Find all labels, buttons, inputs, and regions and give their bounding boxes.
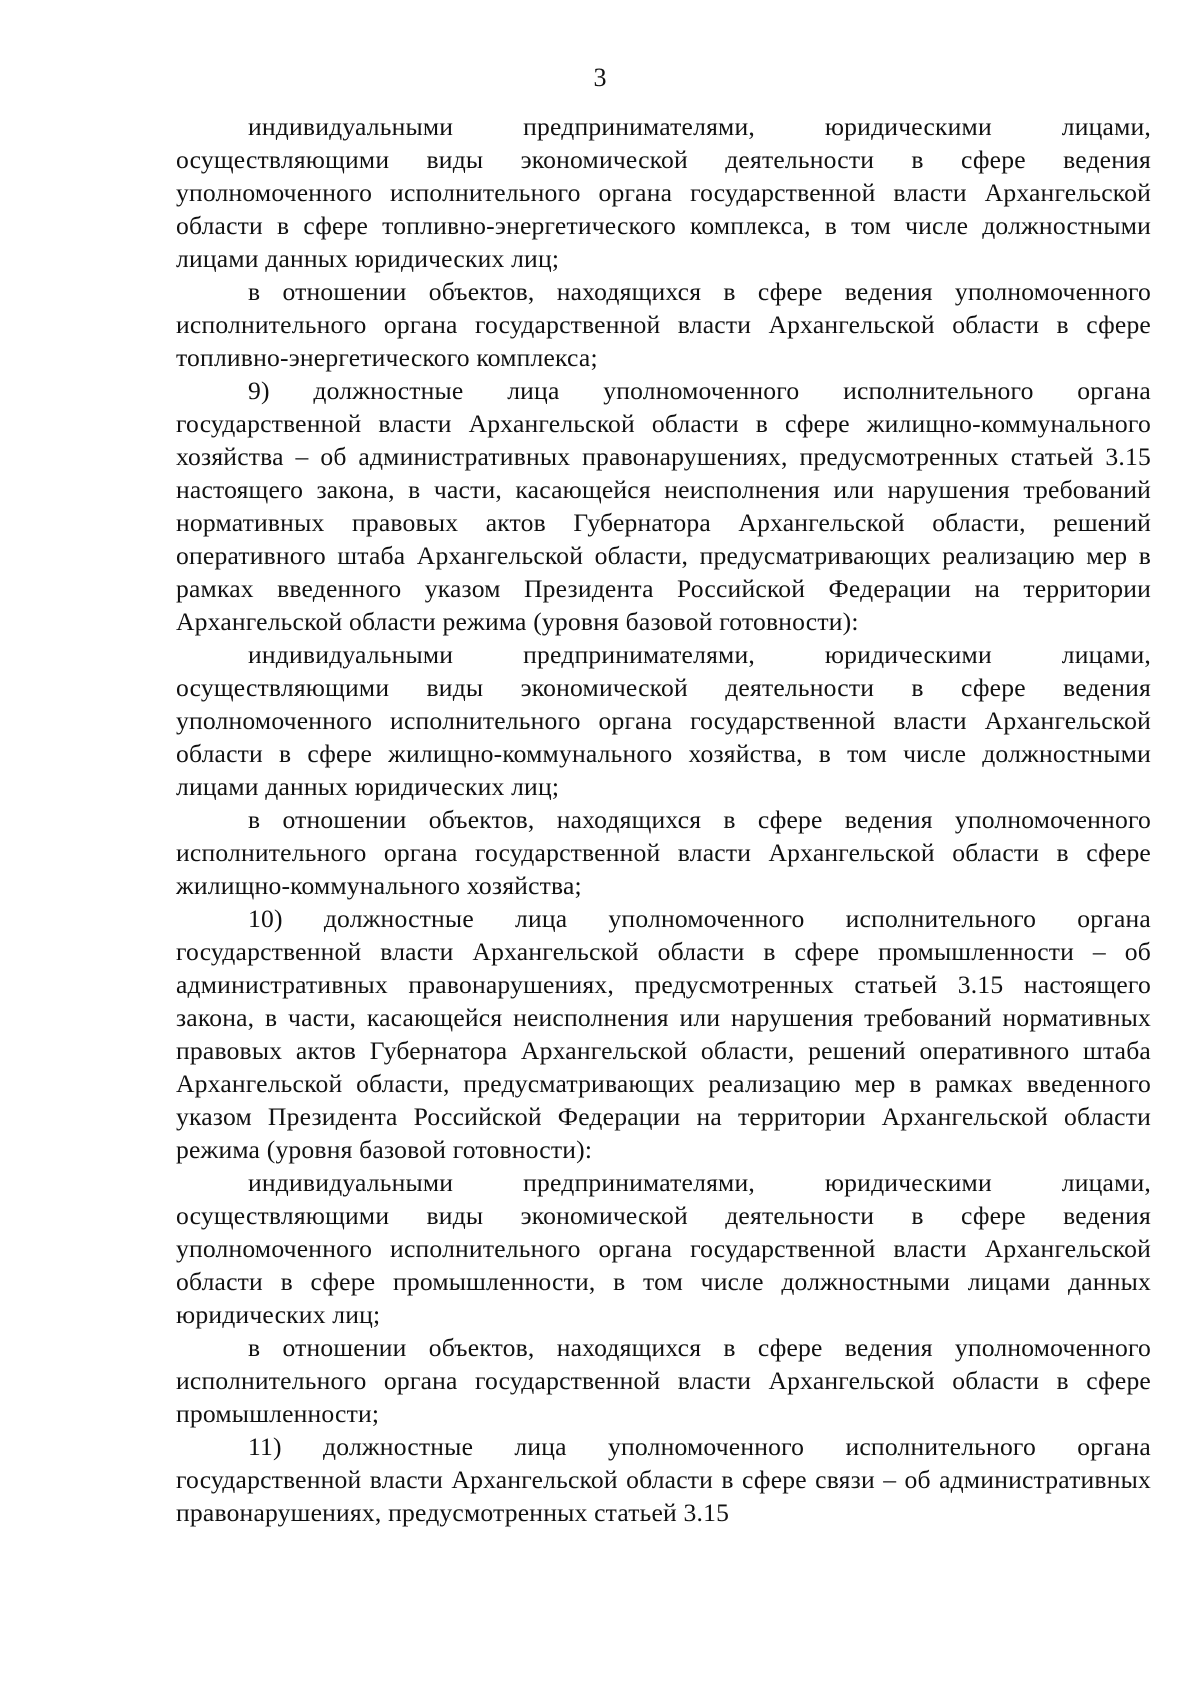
page-number: 3: [593, 63, 607, 92]
paragraph-housing-objects: в отношении объектов, находящихся в сфере ведения уполномоченного исполнительного органа государственной власти Архангельской области в сфере жилищно-коммунального хозяйства;: [176, 805, 1151, 900]
paragraph-item-11-communications: 11) должностные лица уполномоченного исполнительного органа государственной власти Архангельской области в сфере связи – об административных правонарушениях, предусмотренных статьей 3.15: [176, 1432, 1151, 1527]
paragraph-item-10-industry: 10) должностные лица уполномоченного исполнительного органа государственной власти Архангельской области в сфере промышленности – об административных правонарушениях, предусмотренных статьей 3.15 настоящего закона, в части, касающейся неисполнения или нарушения требований нормативных правовых актов Губернатора Архангельской области, решений оперативного штаба Архангельской области, предусматривающих реализацию мер в рамках введенного указом Президента Российской Федерации на территории Архангельской области режима (уровня базовой готовности):: [176, 904, 1151, 1164]
paragraph-industry-entrepreneurs: индивидуальными предпринимателями, юридическими лицами, осуществляющими виды экономической деятельности в сфере ведения уполномоченного исполнительного органа государственной власти Архангельской области в сфере промышленности, в том числе должностными лицами данных юридических лиц;: [176, 1168, 1151, 1329]
paragraph-fuel-energy-entrepreneurs: индивидуальными предпринимателями, юридическими лицами, осуществляющими виды экономической деятельности в сфере ведения уполномоченного исполнительного органа государственной власти Архангельской области в сфере топливно-энергетического комплекса, в том числе должностными лицами данных юридических лиц;: [176, 112, 1151, 273]
paragraph-fuel-energy-objects: в отношении объектов, находящихся в сфере ведения уполномоченного исполнительного органа государственной власти Архангельской области в сфере топливно-энергетического комплекса;: [176, 277, 1151, 372]
paragraph-industry-objects: в отношении объектов, находящихся в сфере ведения уполномоченного исполнительного органа государственной власти Архангельской области в сфере промышленности;: [176, 1333, 1151, 1428]
document-body: [176, 110, 1151, 1529]
paragraph-item-9-housing: 9) должностные лица уполномоченного исполнительного органа государственной власти Архангельской области в сфере жилищно-коммунального хозяйства – об административных правонарушениях, предусмотренных статьей 3.15 настоящего закона, в части, касающейся неисполнения или нарушения требований нормативных правовых актов Губернатора Архангельской области, решений оперативного штаба Архангельской области, предусматривающих реализацию мер в рамках введенного указом Президента Российской Федерации на территории Архангельской области режима (уровня базовой готовности):: [176, 376, 1151, 636]
paragraph-housing-entrepreneurs: индивидуальными предпринимателями, юридическими лицами, осуществляющими виды экономической деятельности в сфере ведения уполномоченного исполнительного органа государственной власти Архангельской области в сфере жилищно-коммунального хозяйства, в том числе должностными лицами данных юридических лиц;: [176, 640, 1151, 801]
